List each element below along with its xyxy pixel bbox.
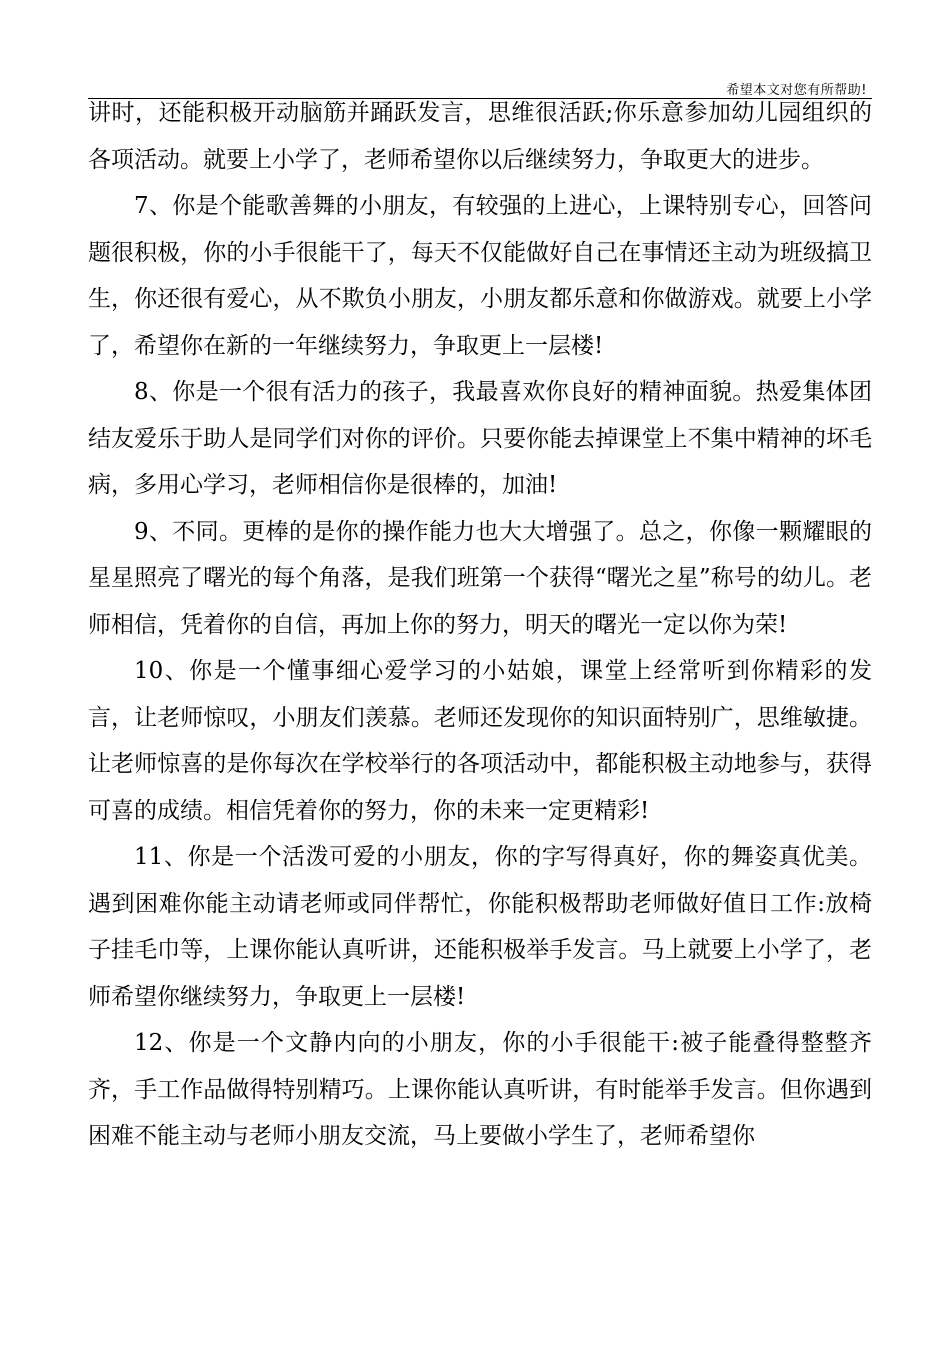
header-note: 希望本文对您有所帮助! bbox=[726, 83, 867, 98]
paragraph-item-10: 10、你是一个懂事细心爱学习的小姑娘，课堂上经常听到你精彩的发言，让老师惊叹，小朋友们羡慕。老师还发现你的知识面特别广，思维敏捷。让老师惊喜的是你每次在学校举行的各项活动中，都能积极主动地参与，获得可喜的成绩。相信凭着你的努力，你的未来一定更精彩! bbox=[88, 658, 872, 824]
body-text bbox=[88, 90, 872, 1160]
paragraph-item-12: 12、你是一个文静内向的小朋友，你的小手很能干:被子能叠得整整齐齐，手工作品做得特别精巧。上课你能认真听讲，有时能举手发言。但你遇到困难不能主动与老师小朋友交流，马上要做小学生了，老师希望你 bbox=[88, 1030, 872, 1149]
paragraph-continued: 讲时，还能积极开动脑筋并踊跃发言，思维很活跃;你乐意参加幼儿园组织的各项活动。就要上小学了，老师希望你以后继续努力，争取更大的进步。 bbox=[88, 100, 872, 173]
paragraph-item-8: 8、你是一个很有活力的孩子，我最喜欢你良好的精神面貌。热爱集体团结友爱乐于助人是同学们对你的评价。只要你能去掉课堂上不集中精神的坏毛病，多用心学习，老师相信你是很棒的，加油! bbox=[88, 379, 872, 498]
paragraph-item-11: 11、你是一个活泼可爱的小朋友，你的字写得真好，你的舞姿真优美。遇到困难你能主动请老师或同伴帮忙，你能积极帮助老师做好值日工作:放椅子挂毛巾等，上课你能认真听讲，还能积极举手发言。马上就要上小学了，老师希望你继续努力，争取更上一层楼! bbox=[88, 844, 872, 1010]
paragraph-item-9: 9、不同。更棒的是你的操作能力也大大增强了。总之，你像一颗耀眼的星星照亮了曙光的每个角落，是我们班第一个获得“曙光之星”称号的幼儿。老师相信，凭着你的自信，再加上你的努力，明天的曙光一定以你为荣! bbox=[88, 518, 872, 638]
paragraph-item-7: 7、你是个能歌善舞的小朋友，有较强的上进心，上课特别专心，回答问题很积极，你的小手很能干了，每天不仅能做好自己在事情还主动为班级搞卫生，你还很有爱心，从不欺负小朋友，小朋友都乐意和你做游戏。就要上小学了，希望你在新的一年继续努力，争取更上一层楼! bbox=[88, 193, 872, 359]
